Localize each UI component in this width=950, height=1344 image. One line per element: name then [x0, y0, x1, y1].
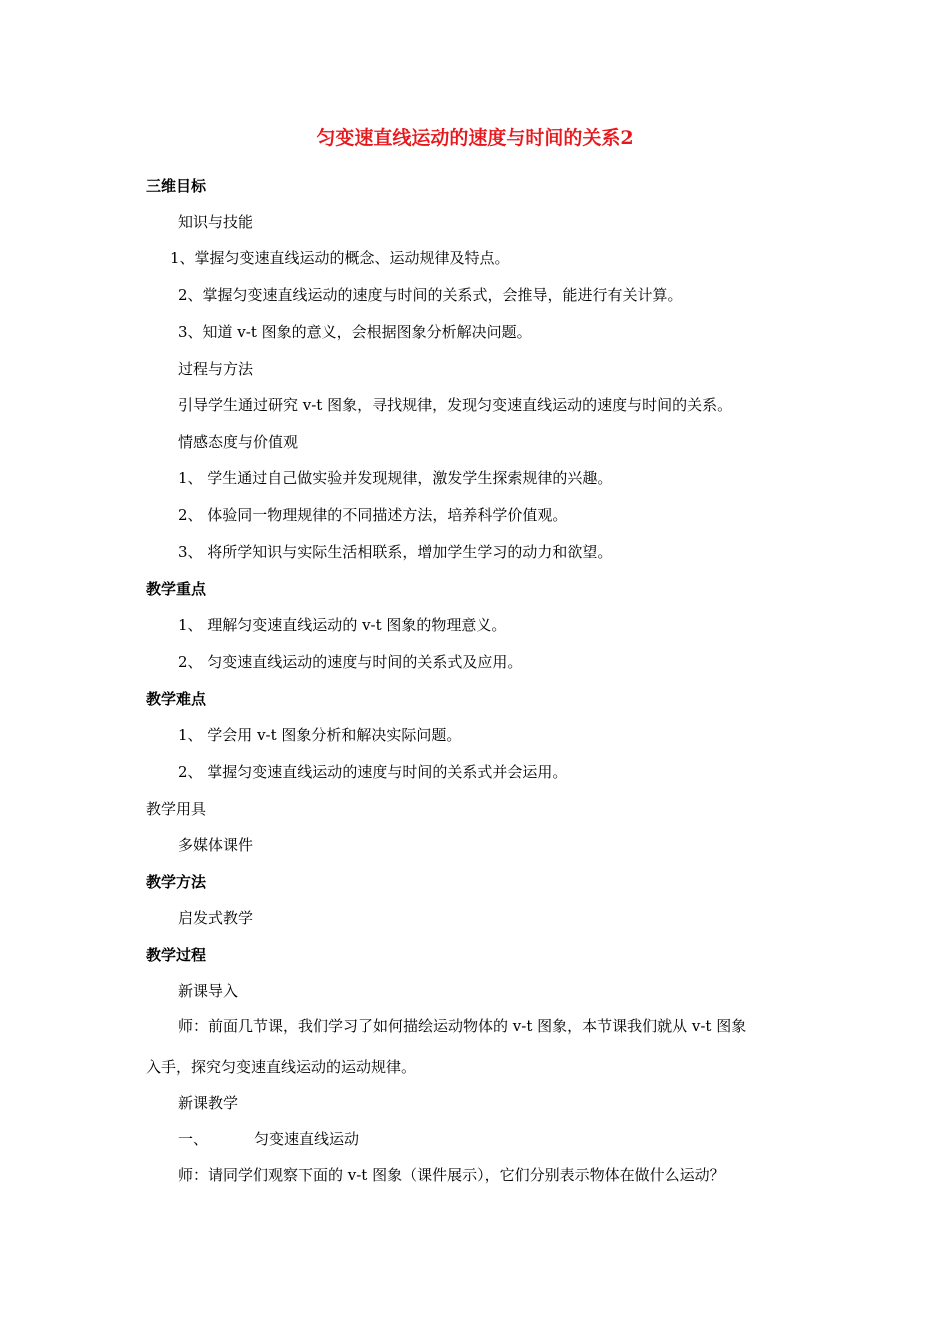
- intro-label: 新课导入: [178, 982, 239, 1000]
- teach-label: 新课教学: [178, 1094, 239, 1112]
- goal-item: 3、知道 v-t 图象的意义，会根据图象分析解决问题。: [178, 323, 532, 341]
- heading-tools: 教学用具: [146, 800, 207, 818]
- key-point-item: 1、 理解匀变速直线运动的 v-t 图象的物理意义。: [178, 616, 507, 634]
- goal-text: 引导学生通过研究 v-t 图象，寻找规律，发现匀变速直线运动的速度与时间的关系。: [178, 396, 733, 414]
- subheading-knowledge: 知识与技能: [178, 213, 254, 231]
- goal-item: 3、 将所学知识与实际生活相联系，增加学生学习的动力和欲望。: [178, 543, 613, 561]
- intro-text-line2: 入手，探究匀变速直线运动的运动规律。: [146, 1058, 417, 1076]
- part1-title: 匀变速直线运动: [254, 1130, 360, 1148]
- goal-item: 1、掌握匀变速直线运动的概念、运动规律及特点。: [170, 249, 510, 267]
- method-text: 启发式教学: [178, 909, 254, 927]
- heading-difficulties: 教学难点: [146, 690, 207, 708]
- part1-text: 师：请同学们观察下面的 v-t 图象（课件展示），它们分别表示物体在做什么运动？: [178, 1166, 725, 1184]
- subheading-process-method: 过程与方法: [178, 360, 254, 378]
- subheading-attitude: 情感态度与价值观: [178, 433, 299, 451]
- heading-goals: 三维目标: [146, 177, 207, 195]
- tools-text: 多媒体课件: [178, 836, 254, 854]
- difficulty-item: 2、 掌握匀变速直线运动的速度与时间的关系式并会运用。: [178, 763, 568, 781]
- goal-item: 2、掌握匀变速直线运动的速度与时间的关系式，会推导，能进行有关计算。: [178, 286, 683, 304]
- key-point-item: 2、 匀变速直线运动的速度与时间的关系式及应用。: [178, 653, 523, 671]
- part1-number: 一、: [178, 1130, 209, 1148]
- heading-key-points: 教学重点: [146, 580, 207, 598]
- intro-text-line1: 师：前面几节课，我们学习了如何描绘运动物体的 v-t 图象，本节课我们就从 v-t 图象: [178, 1017, 747, 1035]
- document-title: 匀变速直线运动的速度与时间的关系2: [316, 127, 634, 149]
- heading-method: 教学方法: [146, 873, 207, 891]
- part1-heading: [178, 1130, 359, 1148]
- difficulty-item: 1、 学会用 v-t 图象分析和解决实际问题。: [178, 726, 462, 744]
- goal-item: 2、 体验同一物理规律的不同描述方法，培养科学价值观。: [178, 506, 568, 524]
- goal-item: 1、 学生通过自己做实验并发现规律，激发学生探索规律的兴趣。: [178, 469, 613, 487]
- heading-process: 教学过程: [146, 946, 207, 964]
